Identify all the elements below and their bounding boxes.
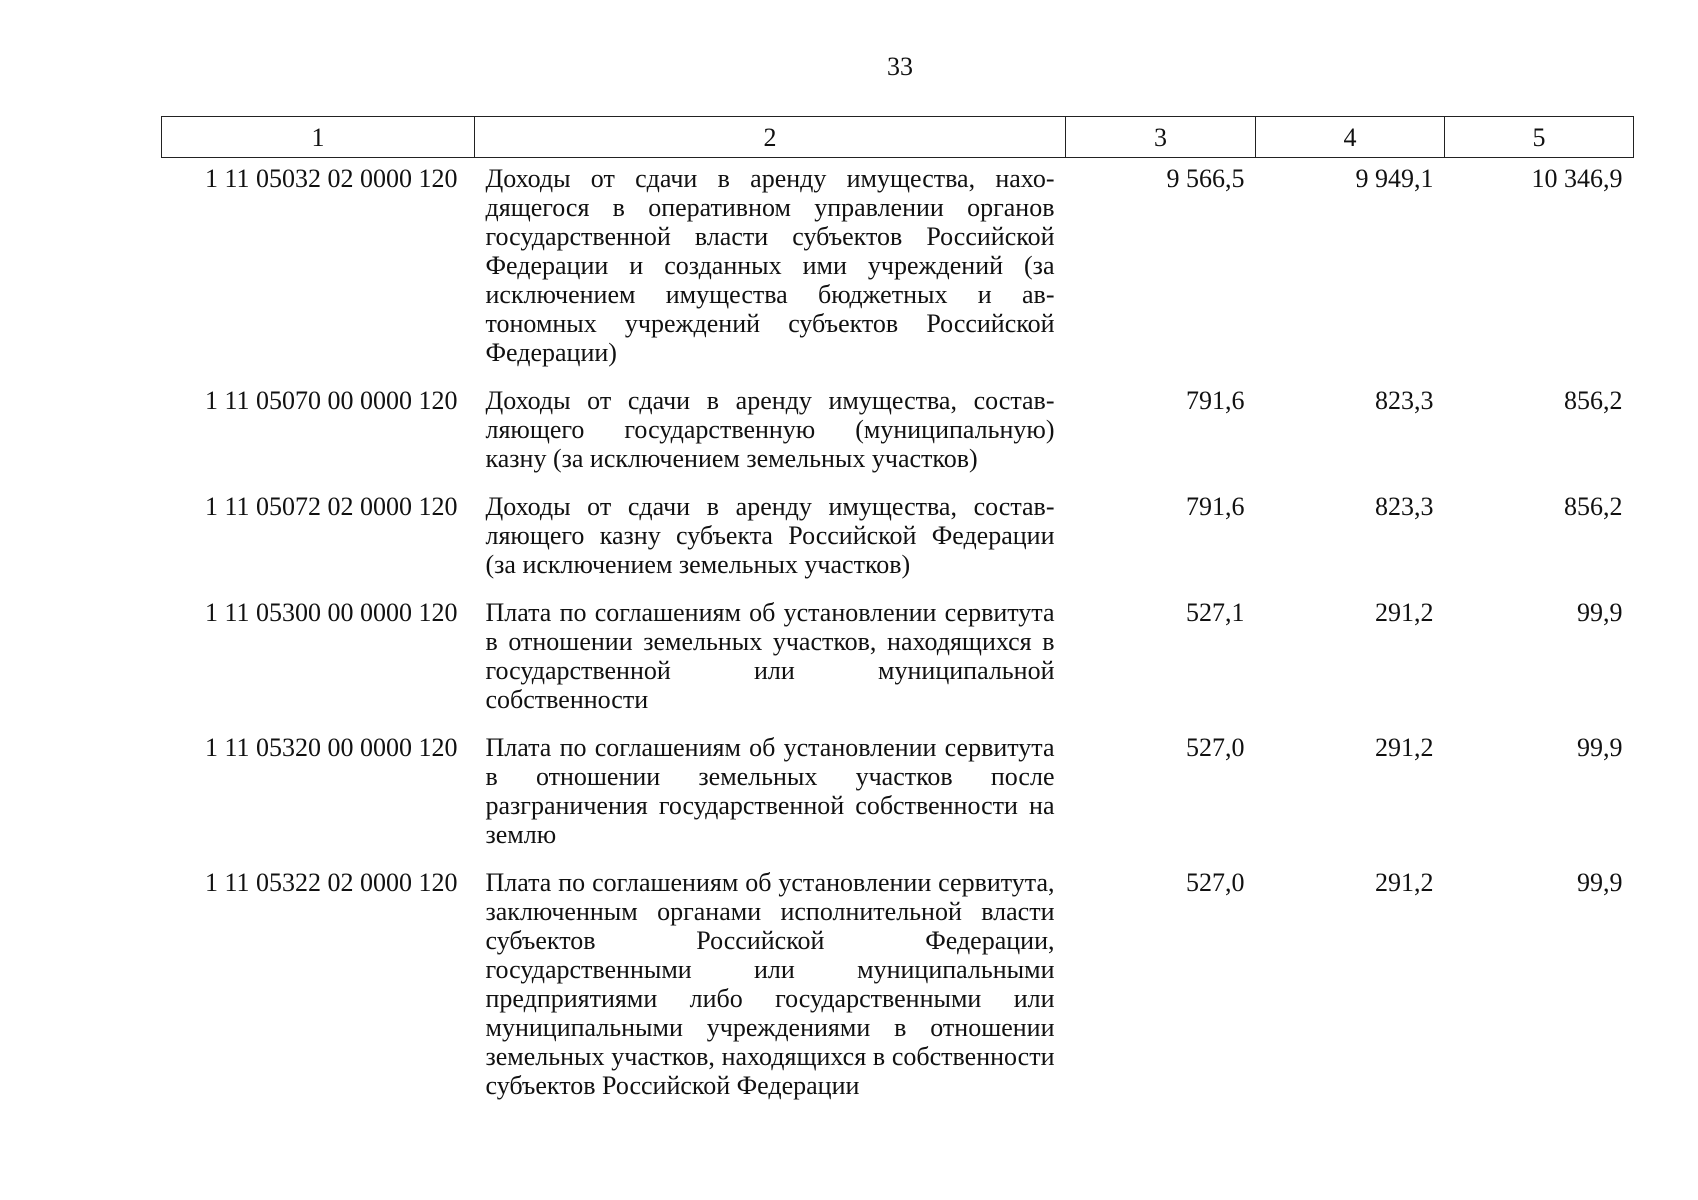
value-col-3: 791,6: [1186, 492, 1245, 521]
table-row: [162, 492, 1634, 598]
value-col-4: 823,3: [1375, 386, 1434, 415]
revenue-name: Доходы от сдачи в аренду имущества, составляющего государственную (муниципальную) казну (за исключением земельных участков): [485, 386, 1055, 473]
revenue-name: Доходы от сдачи в аренду имущества, находящегося в оперативном управлении органов государственной власти субъектов Российской Федерации и созданных ими учреждений (за исключением имущества бюджетных и автономных учреждений субъектов Российской Федерации): [485, 164, 1055, 367]
column-header-2: 2: [475, 117, 1066, 158]
table-row: [162, 733, 1634, 868]
value-col-3: 527,0: [1186, 868, 1245, 897]
value-col-5: 99,9: [1577, 598, 1623, 627]
revenue-code: 1 11 05320 00 0000 120: [204, 733, 458, 762]
value-col-3: 9 566,5: [1166, 164, 1245, 193]
revenue-code: 1 11 05300 00 0000 120: [204, 598, 458, 627]
table-row: [162, 158, 1634, 387]
column-header-3: 3: [1066, 117, 1256, 158]
value-col-4: 9 949,1: [1355, 164, 1434, 193]
revenue-name: Плата по соглашениям об установлении сервитута, заключенным органами исполнительной власти субъектов Российской Федерации, государственными или муниципальными предприятиями либо государственными или муниципальными учреждениями в отношении земельных участков, находящихся в собственности субъектов Российской Федерации: [485, 868, 1055, 1100]
value-col-3: 527,0: [1186, 733, 1245, 762]
column-header-1: 1: [162, 117, 475, 158]
revenue-code: 1 11 05032 02 0000 120: [204, 164, 458, 193]
table-row: [162, 598, 1634, 733]
revenue-code: 1 11 05322 02 0000 120: [204, 868, 458, 897]
column-header-5: 5: [1445, 117, 1634, 158]
value-col-4: 291,2: [1375, 733, 1434, 762]
table-row: [162, 868, 1634, 1119]
value-col-3: 527,1: [1186, 598, 1245, 627]
value-col-5: 856,2: [1564, 386, 1623, 415]
value-col-3: 791,6: [1186, 386, 1245, 415]
page-number: 33: [887, 52, 913, 81]
budget-table: [161, 116, 1634, 1119]
revenue-name: Плата по соглашениям об установлении сервитута в отношении земельных участков, находящихся в государственной или муниципальной собственности: [485, 598, 1055, 714]
table-row: [162, 386, 1634, 492]
value-col-4: 823,3: [1375, 492, 1434, 521]
column-header-4: 4: [1256, 117, 1445, 158]
revenue-code: 1 11 05072 02 0000 120: [204, 492, 458, 521]
revenue-code: 1 11 05070 00 0000 120: [204, 386, 458, 415]
revenue-name: Плата по соглашениям об установлении сервитута в отношении земельных участков после разграничения государственной собственности на землю: [485, 733, 1055, 849]
value-col-5: 99,9: [1577, 733, 1623, 762]
revenue-name: Доходы от сдачи в аренду имущества, составляющего казну субъекта Российской Федерации (за исключением земельных участков): [485, 492, 1055, 579]
value-col-4: 291,2: [1375, 868, 1434, 897]
value-col-5: 99,9: [1577, 868, 1623, 897]
value-col-5: 856,2: [1564, 492, 1623, 521]
value-col-5: 10 346,9: [1531, 164, 1623, 193]
header-row: [162, 117, 1634, 158]
value-col-4: 291,2: [1375, 598, 1434, 627]
